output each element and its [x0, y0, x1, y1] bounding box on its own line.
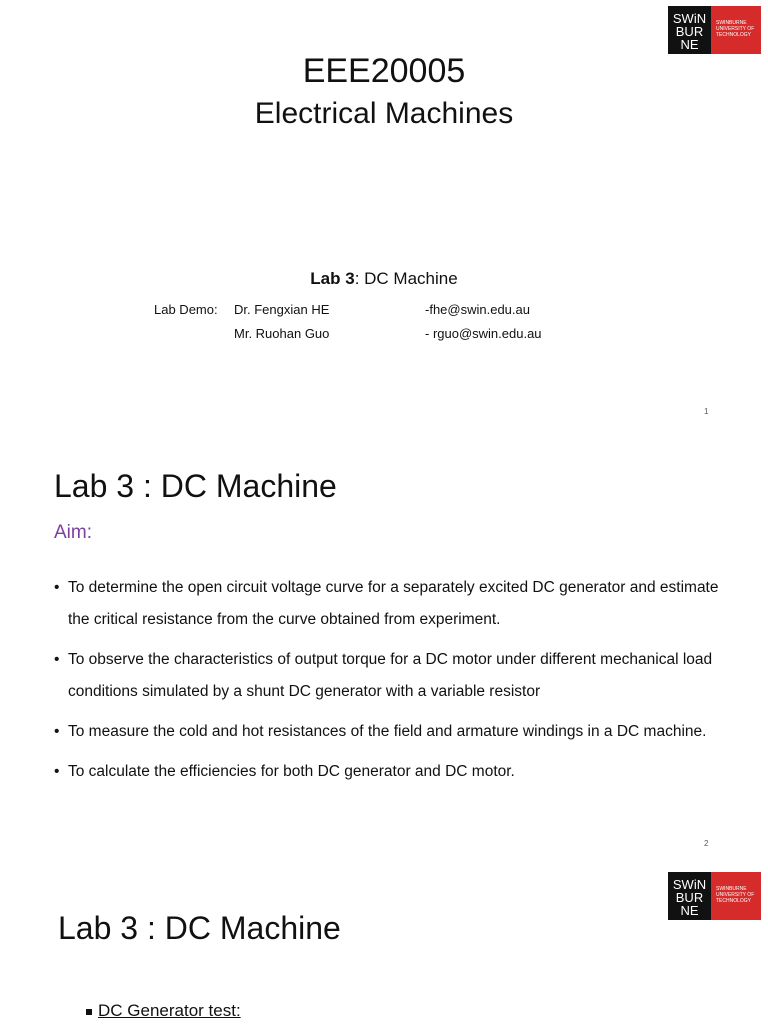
- swinburne-logo: [668, 872, 761, 920]
- lab-number: Lab 3: [310, 269, 355, 288]
- logo-mark: SWiN BUR NE: [668, 872, 711, 920]
- logo-name: SWINBURNE UNIVERSITY OF TECHNOLOGY: [711, 6, 761, 54]
- slide-2: [0, 432, 768, 864]
- slide-title: Lab 3 : DC Machine: [58, 910, 341, 946]
- list-item: • To calculate the efficiencies for both DC generator and DC motor.: [54, 756, 744, 788]
- square-bullet-icon: [86, 1009, 92, 1015]
- aim-heading: Aim:: [54, 522, 92, 543]
- list-item: • To determine the open circuit voltage curve for a separately excited DC generator and estimate the critical resistance from the curve obtained from experiment.: [54, 572, 744, 636]
- page-number: 1: [704, 407, 709, 416]
- section-heading: DC Generator test:: [98, 1001, 241, 1020]
- demonstrator-name-1: Dr. Fengxian HE: [234, 302, 330, 317]
- bullet-icon: •: [54, 651, 60, 668]
- lab-topic: : DC Machine: [354, 269, 458, 288]
- slide-3: [0, 864, 768, 1024]
- aim-list: [54, 572, 744, 796]
- demonstrator-email-1[interactable]: -fhe@swin.edu.au: [425, 302, 530, 317]
- slide-1: [0, 0, 768, 432]
- list-item: • To measure the cold and hot resistances of the field and armature windings in a DC machine.: [54, 716, 744, 748]
- course-name: Electrical Machines: [254, 97, 514, 130]
- demo-label: Lab Demo:: [154, 302, 218, 317]
- bullet-icon: •: [54, 723, 60, 740]
- demonstrator-email-2[interactable]: - rguo@swin.edu.au: [425, 326, 542, 341]
- bullet-icon: •: [54, 579, 60, 596]
- logo-mark: SWiN BUR NE: [668, 6, 711, 54]
- demonstrator-name-2: Mr. Ruohan Guo: [234, 326, 330, 341]
- slide-title: Lab 3 : DC Machine: [54, 468, 337, 504]
- swinburne-logo: [668, 6, 761, 54]
- lab-heading: [0, 269, 768, 289]
- course-code: EEE20005: [302, 52, 466, 90]
- logo-name: SWINBURNE UNIVERSITY OF TECHNOLOGY: [711, 872, 761, 920]
- list-item: [86, 1001, 241, 1021]
- bullet-icon: •: [54, 763, 60, 780]
- list-item: • To observe the characteristics of output torque for a DC motor under different mechanical load conditions simulated by a shunt DC generator with a variable resistor: [54, 644, 744, 708]
- page-number: 2: [704, 839, 709, 848]
